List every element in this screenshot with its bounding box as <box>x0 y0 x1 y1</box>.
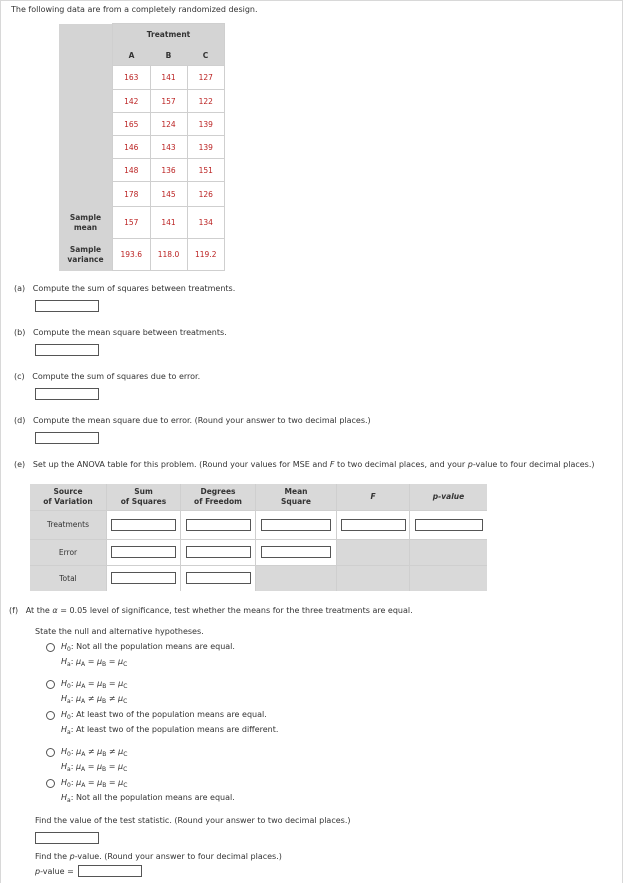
ss-error-input[interactable] <box>111 546 176 558</box>
sample-variance-label: Sample variance <box>59 239 113 271</box>
table-row <box>59 90 225 113</box>
anova-cell-disabled <box>337 565 410 591</box>
table-cell: 142 <box>113 90 151 113</box>
anova-header-df: Degrees of Freedom <box>181 484 256 510</box>
option2-ha: $H_a$: $\mu_A \ne \mu_B \ne \mu_C$ <box>61 694 128 705</box>
table-cell: 122 <box>187 90 225 113</box>
option5-h0: $H_0$: $\mu_A = \mu_B = \mu_C$ <box>61 778 128 789</box>
answer-d-input[interactable] <box>35 432 99 444</box>
table-cell: 139 <box>187 136 225 159</box>
question-e: (e) Set up the ANOVA table for this problem. (Round your values for MSE and F to two decimal places, and your p-value to four decimal places.) <box>14 460 595 469</box>
table-cell: 163 <box>113 66 151 90</box>
sample-mean-c: 134 <box>187 207 225 239</box>
sample-mean-label: Sample mean <box>59 207 113 239</box>
sample-mean-row <box>59 207 225 239</box>
question-a: (a) Compute the sum of squares between treatments. <box>14 284 236 293</box>
anova-cell-disabled <box>337 539 410 565</box>
table-cell: 151 <box>187 159 225 182</box>
option5-ha: $H_a$: Not all the population means are equal. <box>61 793 235 804</box>
table-cell: 143 <box>150 136 187 159</box>
sample-variance-c: 119.2 <box>187 239 225 271</box>
option4-h0: $H_0$: $\mu_A \ne \mu_B \ne \mu_C$ <box>61 747 128 758</box>
col-header-a: A <box>113 46 151 66</box>
f-input[interactable] <box>341 519 406 531</box>
anova-source-treatments: Treatments <box>30 510 107 539</box>
anova-row-total <box>30 565 487 591</box>
table-row <box>59 66 225 90</box>
table-row <box>59 136 225 159</box>
option1-h0: $H_0$: Not all the population means are equal. <box>61 642 235 653</box>
anova-cell <box>107 565 181 591</box>
hypothesis-radio-2[interactable] <box>46 680 55 689</box>
question-b: (b) Compute the mean square between treatments. <box>14 328 227 337</box>
anova-cell <box>107 510 181 539</box>
pvalue-input[interactable] <box>415 519 483 531</box>
anova-cell <box>181 510 256 539</box>
find-pvalue: Find the p-value. (Round your answer to four decimal places.) <box>35 852 282 861</box>
option3-ha: $H_a$: At least two of the population means are different. <box>61 725 279 736</box>
sample-mean-a: 157 <box>113 207 151 239</box>
df-total-input[interactable] <box>186 572 251 584</box>
state-hypotheses: State the null and alternative hypotheses. <box>35 627 204 636</box>
anova-cell <box>410 510 488 539</box>
hypothesis-radio-5[interactable] <box>46 779 55 788</box>
df-error-input[interactable] <box>186 546 251 558</box>
table-row <box>59 159 225 182</box>
anova-cell-disabled <box>256 565 337 591</box>
col-header-c: C <box>187 46 225 66</box>
anova-cell <box>181 539 256 565</box>
df-treatments-input[interactable] <box>186 519 251 531</box>
anova-cell-disabled <box>410 565 488 591</box>
test-statistic-input[interactable] <box>35 832 99 844</box>
option2-h0: $H_0$: $\mu_A = \mu_B = \mu_C$ <box>61 679 128 690</box>
anova-header-f: F <box>337 484 410 510</box>
data-table <box>59 23 225 271</box>
table-row <box>59 113 225 136</box>
anova-table <box>30 484 487 591</box>
table-cell: 165 <box>113 113 151 136</box>
anova-header-ms: Mean Square <box>256 484 337 510</box>
hypothesis-radio-1[interactable] <box>46 643 55 652</box>
sample-variance-row <box>59 239 225 271</box>
ms-treatments-input[interactable] <box>261 519 331 531</box>
sample-variance-b: 118.0 <box>150 239 187 271</box>
table-cell: 127 <box>187 66 225 90</box>
sample-mean-b: 141 <box>150 207 187 239</box>
anova-header-pvalue: p-value <box>410 484 488 510</box>
treatment-header: Treatment <box>113 24 225 46</box>
anova-cell <box>337 510 410 539</box>
anova-header-source: Source of Variation <box>43 486 93 506</box>
anova-source-total: Total <box>30 565 107 591</box>
table-cell: 136 <box>150 159 187 182</box>
option4-ha: $H_a$: $\mu_A = \mu_B = \mu_C$ <box>61 762 128 773</box>
find-test-statistic: Find the value of the test statistic. (Round your answer to two decimal places.) <box>35 816 351 825</box>
answer-b-input[interactable] <box>35 344 99 356</box>
question-c: (c) Compute the sum of squares due to error. <box>14 372 201 381</box>
question-d: (d) Compute the mean square due to error. (Round your answer to two decimal places.) <box>14 416 371 425</box>
table-row <box>59 182 225 207</box>
table-cell: 148 <box>113 159 151 182</box>
anova-cell <box>256 510 337 539</box>
anova-cell <box>181 565 256 591</box>
pvalue-answer-input[interactable] <box>78 865 142 877</box>
table-cell: 124 <box>150 113 187 136</box>
anova-header-ss: Sum of Squares <box>107 484 181 510</box>
anova-source-error: Error <box>30 539 107 565</box>
ms-error-input[interactable] <box>261 546 331 558</box>
option1-ha: $H_a$: $\mu_A = \mu_B = \mu_C$ <box>61 657 128 668</box>
answer-a-input[interactable] <box>35 300 99 312</box>
sample-variance-a: 193.6 <box>113 239 151 271</box>
table-cell: 139 <box>187 113 225 136</box>
anova-cell <box>256 539 337 565</box>
pvalue-label: p-value = <box>35 867 74 876</box>
table-cell: 157 <box>150 90 187 113</box>
table-cell: 146 <box>113 136 151 159</box>
hypothesis-radio-4[interactable] <box>46 748 55 757</box>
anova-row-treatments <box>30 510 487 539</box>
intro-text: The following data are from a completely randomized design. <box>11 5 258 14</box>
ss-total-input[interactable] <box>111 572 176 584</box>
anova-row-error <box>30 539 487 565</box>
option3-h0: $H_0$: At least two of the population means are equal. <box>61 710 267 721</box>
table-cell: 145 <box>150 182 187 207</box>
ss-treatments-input[interactable] <box>111 519 176 531</box>
table-cell: 178 <box>113 182 151 207</box>
answer-c-input[interactable] <box>35 388 99 400</box>
anova-cell <box>107 539 181 565</box>
anova-cell-disabled <box>410 539 488 565</box>
table-cell: 141 <box>150 66 187 90</box>
hypothesis-radio-3[interactable] <box>46 711 55 720</box>
table-cell: 126 <box>187 182 225 207</box>
question-f: (f) At the α = 0.05 level of significance, test whether the means for the three treatments are equal. <box>9 606 413 615</box>
col-header-b: B <box>150 46 187 66</box>
